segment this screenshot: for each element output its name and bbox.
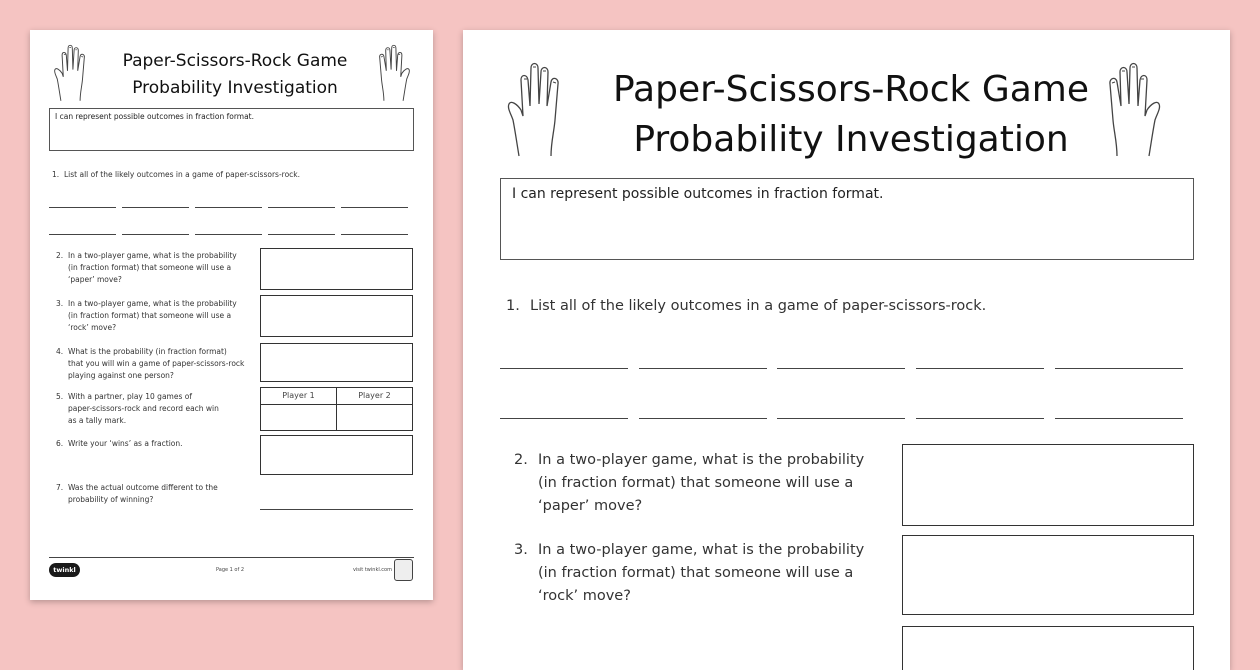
question-3 [514,539,904,611]
question-number: 1. [506,298,520,314]
answer-line[interactable] [639,368,767,369]
question-text: What is the probability (in fraction format) that you will win a game of paper-scissors-rock playing against one person? [68,347,245,380]
answer-line[interactable] [49,207,116,208]
footer-divider [49,557,414,558]
quality-badge-icon [394,559,413,581]
question-text: Write your ‘wins’ as a fraction. [68,439,183,448]
worksheet-preview-small [30,30,433,600]
player-2-header: Player 2 [337,388,412,405]
question-number: 2. [514,452,528,468]
question-1 [52,169,412,183]
question-number: 7. [56,483,64,492]
question-text: In a two-player game, what is the probability (in fraction format) that someone will use a ‘paper’ move? [538,452,865,514]
worksheet-zoomed [463,30,1230,670]
question-number: 2. [56,251,64,260]
answer-line[interactable] [639,418,767,419]
question-4 [56,346,261,386]
answer-line[interactable] [122,207,189,208]
question-text: In a two-player game, what is the probability (in fraction format) that someone will use a ‘paper’ move? [68,251,237,284]
answer-box[interactable] [260,295,413,337]
answer-box[interactable] [902,626,1194,670]
objective-box: I can represent possible outcomes in fraction format. [49,108,414,151]
answer-line[interactable] [916,368,1044,369]
answer-line[interactable] [916,418,1044,419]
title-line-1: Paper-Scissors-Rock Game [122,51,348,71]
question-1 [506,295,1196,319]
answer-line[interactable] [341,207,408,208]
answer-line[interactable] [341,234,408,235]
question-number: 4. [56,347,64,356]
title-line-2: Probability Investigation [132,78,338,98]
question-text: In a two-player game, what is the probability (in fraction format) that someone will use a ‘rock’ move? [538,542,865,604]
question-7 [56,482,261,510]
answer-box[interactable] [260,435,413,475]
hand-icon [375,42,412,102]
page-number: Page 1 of 2 [215,567,245,573]
answer-line[interactable] [122,234,189,235]
player-2-tally-cell[interactable] [337,405,412,430]
worksheet-title [581,65,1121,165]
answer-box[interactable] [902,444,1194,526]
player-1-header: Player 1 [261,388,337,405]
answer-line[interactable] [500,368,628,369]
player-1-tally-cell[interactable] [261,405,337,430]
answer-box[interactable] [902,535,1194,615]
answer-box[interactable] [260,343,413,382]
objective-box: I can represent possible outcomes in fraction format. [500,178,1194,260]
answer-line[interactable] [777,418,905,419]
question-2 [56,250,261,290]
question-text: In a two-player game, what is the probability (in fraction format) that someone will use a ‘rock’ move? [68,299,237,332]
answer-line[interactable] [49,234,116,235]
question-2 [514,449,904,521]
title-line-2: Probability Investigation [633,119,1069,160]
question-5 [56,391,261,431]
title-line-1: Paper-Scissors-Rock Game [612,69,1090,110]
answer-line[interactable] [500,418,628,419]
answer-line[interactable] [1055,418,1183,419]
answer-line[interactable] [260,509,413,510]
question-number: 3. [514,542,528,558]
question-text: Was the actual outcome different to the probability of winning? [68,483,218,504]
question-text: List all of the likely outcomes in a game of paper-scissors-rock. [64,170,301,179]
question-number: 5. [56,392,64,401]
answer-line[interactable] [195,207,262,208]
answer-line[interactable] [268,234,335,235]
answer-box[interactable] [260,248,413,290]
hand-icon [52,42,89,102]
answer-line[interactable] [1055,368,1183,369]
answer-line[interactable] [268,207,335,208]
worksheet-title [100,48,370,102]
visit-link[interactable]: visit twinkl.com [352,567,392,573]
twinkl-logo: twinkl [49,563,80,577]
question-3 [56,298,261,338]
question-number: 1. [52,170,60,179]
question-text: With a partner, play 10 games of paper-scissors-rock and record each win as a tally mark. [68,392,219,425]
answer-line[interactable] [195,234,262,235]
hand-icon [505,52,565,164]
answer-line[interactable] [777,368,905,369]
tally-table [260,387,413,431]
question-number: 3. [56,299,64,308]
question-text: List all of the likely outcomes in a game of paper-scissors-rock. [530,298,987,314]
question-number: 6. [56,439,64,448]
question-6 [56,438,261,452]
